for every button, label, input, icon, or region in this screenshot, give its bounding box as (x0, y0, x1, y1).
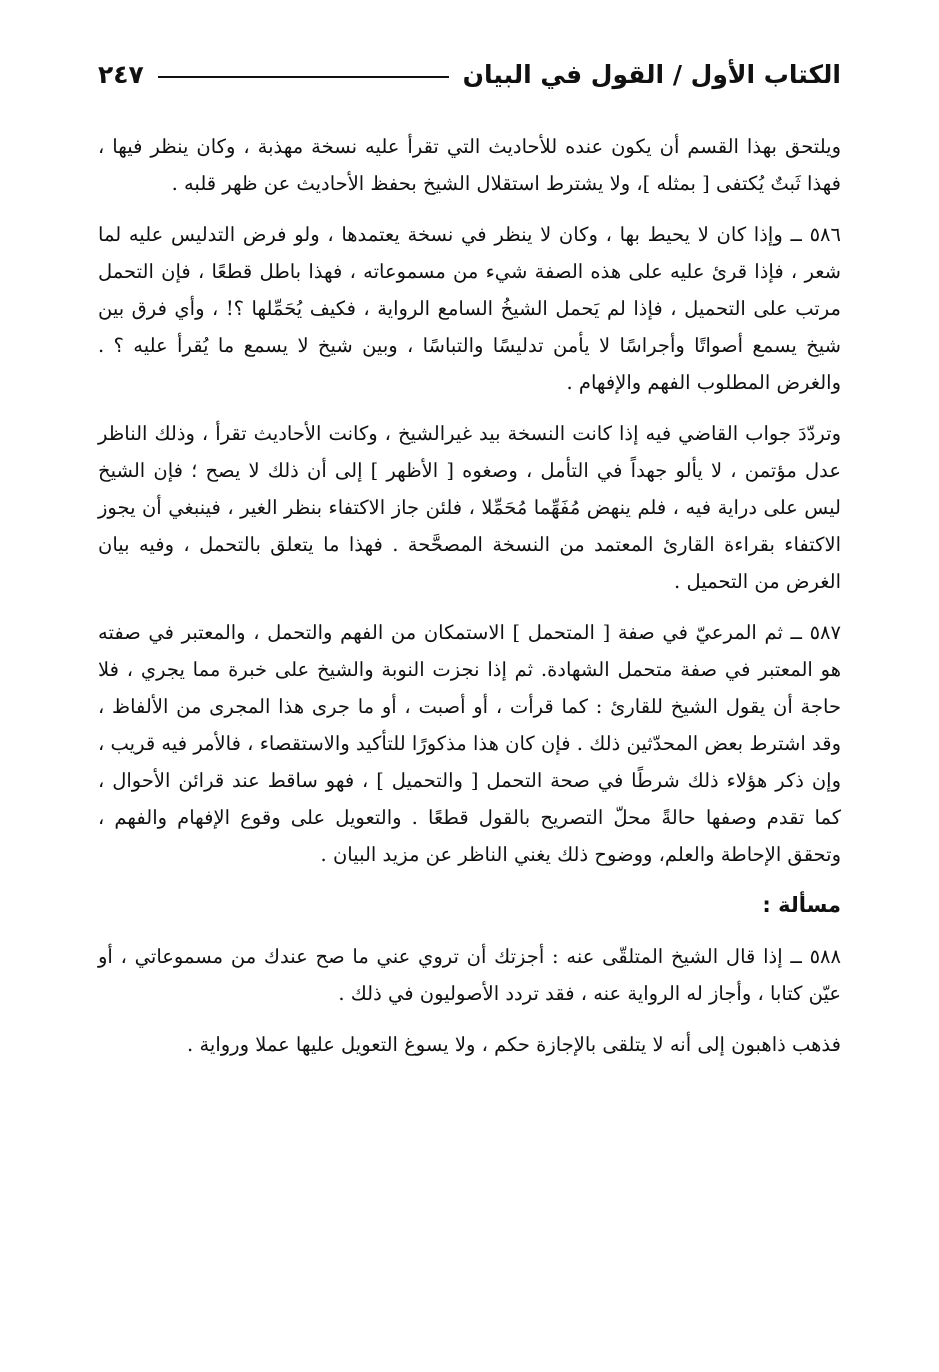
header-rule (158, 76, 449, 78)
section-heading: مسألة : (762, 893, 841, 917)
page-number: ٢٤٧ (98, 59, 144, 89)
running-header (98, 52, 841, 96)
paragraph-588: ٥٨٨ ــ إذا قال الشيخ المتلقّى عنه : أجزتك أن تروي عني ما صح عندك من مسموعاتي ، أو عيّن كتابا ، وأجاز له الرواية عنه ، فقد تردد الأصوليون في ذلك . (98, 945, 841, 1005)
paragraph-qadi-answer: وتردّدَ جواب القاضي فيه إذا كانت النسخة بيد غيرالشيخ ، وكانت الأحاديث تقرأ ، وذلك الناظر عدل مؤتمن ، لا يألو جهداً في التأمل ، وصغوه [ الأظهر ] إلى أن ذلك لا يصح ؛ فإن الشيخ ليس على دراية فيه ، فلم ينهض مُفَهِّما مُحَمِّلا ، فلئن جاز الاكتفاء بنظر الغير ، فينبغي أن يجوز الاكتفاء بقراءة القارئ المعتمد من النسخة المصحَّحة . فهذا ما يتعلق بالتحمل ، وفيه بيان الغرض من التحميل . (98, 422, 841, 593)
paragraph-587: ٥٨٧ ــ ثم المرعيّ في صفة [ المتحمل ] الاستمكان من الفهم والتحمل ، والمعتبر في صفته هو المعتبر في صفة متحمل الشهادة. ثم إذا نجزت النوبة والشيخ على خبرة مما يجري ، فلا حاجة أن يقول الشيخ للقارئ : كما قرأت ، أو أصبت ، أو ما جرى هذا المجرى من الألفاظ ، وقد اشترط بعض المحدّثين ذلك . فإن كان هذا مذكورًا للتأكيد والاستقصاء ، فالأمر فيه قريب ، وإن ذكر هؤلاء ذلك شرطًا في صحة التحمل [ والتحميل ] ، فهو ساقط عند قرائن الأحوال ، كما تقدم وصفها حالةً محلّ التصريح بالقول قطعًا . والتعويل على وقوع الإفهام والفهم ، وتحقق الإحاطة والعلم، ووضوح ذلك يغني الناظر عن مزيد البيان . (98, 621, 841, 866)
paragraph-ijaza: فذهب ذاهبون إلى أنه لا يتلقى بالإجازة حكم ، ولا يسوغ التعويل عليها عملا ورواية . (187, 1033, 841, 1056)
paragraph-586: ٥٨٦ ــ وإذا كان لا يحيط بها ، وكان لا ينظر في نسخة يعتمدها ، ولو فرض التدليس عليه لما شعر ، فإذا قرئ عليه على هذه الصفة شيء من مسموعاته ، فهذا باطل قطعًا ، فإن التحمل مرتب على التحميل ، فإذا لم يَحمل الشيخُ السامع الرواية ، فكيف يُحَمِّلها ؟! ، وأي فرق بين شيخ يسمع أصواتًا وأجراسًا لا يأمن تدليسًا والتباسًا ، وبين شيخ لا يسمع ما يُقرأ عليه ؟ . والغرض المطلوب الفهم والإفهام . (98, 223, 841, 394)
page-body (98, 128, 841, 1063)
header-title: الكتاب الأول / القول في البيان (462, 59, 841, 89)
paragraph-intro: ويلتحق بهذا القسم أن يكون عنده للأحاديث التي تقرأ عليه نسخة مهذبة ، وكان ينظر فيها ، فهذا ثَبتٌ يُكتفى [ بمثله ]، ولا يشترط استقلال الشيخ بحفظ الأحاديث عن ظهر قلبه . (98, 135, 841, 195)
